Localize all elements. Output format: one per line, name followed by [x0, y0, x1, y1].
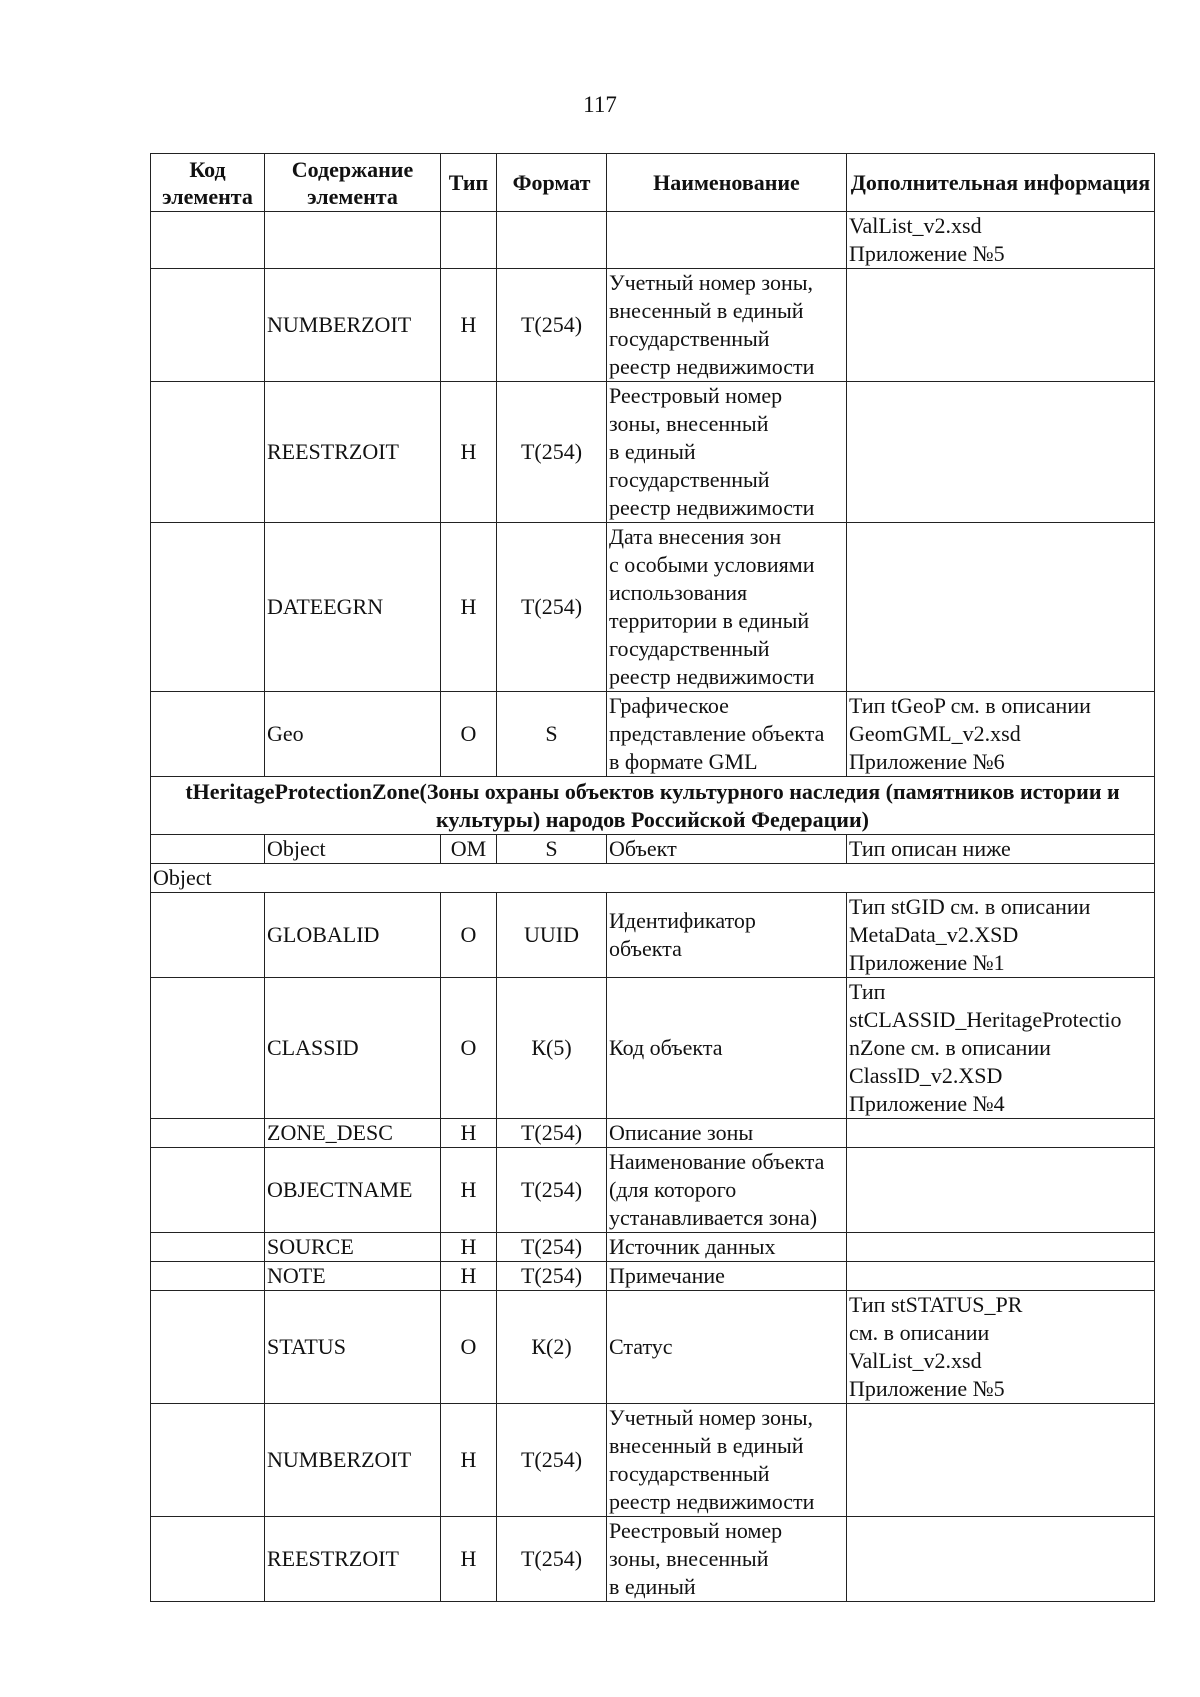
cell-content: NUMBERZOIT [265, 269, 441, 382]
object-row [151, 835, 1155, 864]
cell-content: REESTRZOIT [265, 1517, 441, 1602]
cell-content: GLOBALID [265, 893, 441, 978]
cell-info: ValList_v2.xsd Приложение №5 [847, 212, 1155, 269]
cell-info [847, 1517, 1155, 1602]
header-code: Код элемента [151, 154, 265, 212]
cell-info [847, 1119, 1155, 1148]
cell-name: Реестровый номер зоны, внесенный в единый [607, 1517, 847, 1602]
cell-type: Н [441, 1233, 497, 1262]
cell-format: S [497, 835, 607, 864]
table-row [151, 382, 1155, 523]
table-row [151, 1291, 1155, 1404]
cell-name: Реестровый номер зоны, внесенный в единый государственный реестр недвижимости [607, 382, 847, 523]
cell-info [847, 1262, 1155, 1291]
cell-name: Учетный номер зоны, внесенный в единый государственный реестр недвижимости [607, 1404, 847, 1517]
table-body-top [151, 212, 1155, 777]
cell-info [847, 382, 1155, 523]
cell-type: Н [441, 1262, 497, 1291]
cell-name: Наименование объекта (для которого устанавливается зона) [607, 1148, 847, 1233]
cell-code [151, 692, 265, 777]
cell-name: Идентификатор объекта [607, 893, 847, 978]
cell-format: Т(254) [497, 1233, 607, 1262]
cell-format: Т(254) [497, 1404, 607, 1517]
cell-content: OBJECTNAME [265, 1148, 441, 1233]
cell-type: Н [441, 1404, 497, 1517]
cell-content: Object [265, 835, 441, 864]
table-row [151, 978, 1155, 1119]
header-row [151, 154, 1155, 212]
cell-code [151, 1262, 265, 1291]
cell-format: Т(254) [497, 382, 607, 523]
cell-content: REESTRZOIT [265, 382, 441, 523]
cell-type: О [441, 893, 497, 978]
table-row [151, 1119, 1155, 1148]
cell-content: CLASSID [265, 978, 441, 1119]
cell-content: NUMBERZOIT [265, 1404, 441, 1517]
cell-format: К(5) [497, 978, 607, 1119]
cell-name: Код объекта [607, 978, 847, 1119]
table-row [151, 1233, 1155, 1262]
object-label: Object [151, 864, 1155, 893]
cell-info [847, 1148, 1155, 1233]
cell-content: DATEEGRN [265, 523, 441, 692]
table-row [151, 1262, 1155, 1291]
cell-type: Н [441, 269, 497, 382]
header-format: Формат [497, 154, 607, 212]
page-number: 117 [583, 92, 617, 117]
cell-info [847, 269, 1155, 382]
cell-format: S [497, 692, 607, 777]
cell-format: Т(254) [497, 1262, 607, 1291]
cell-type [441, 212, 497, 269]
cell-type: Н [441, 1119, 497, 1148]
cell-content: Geo [265, 692, 441, 777]
section-body [151, 777, 1155, 893]
cell-type: ОМ [441, 835, 497, 864]
cell-code [151, 1119, 265, 1148]
cell-format: Т(254) [497, 523, 607, 692]
spec-table [150, 153, 1155, 1602]
cell-code [151, 269, 265, 382]
cell-name: Источник данных [607, 1233, 847, 1262]
cell-name: Статус [607, 1291, 847, 1404]
cell-format: К(2) [497, 1291, 607, 1404]
cell-info [847, 1233, 1155, 1262]
cell-code [151, 212, 265, 269]
cell-format: Т(254) [497, 269, 607, 382]
cell-info: Тип stGID см. в описании MetaData_v2.XSD Приложение №1 [847, 893, 1155, 978]
cell-type: Н [441, 1148, 497, 1233]
cell-info: Тип stSTATUS_PR см. в описании ValList_v2.xsd Приложение №5 [847, 1291, 1155, 1404]
table-row [151, 692, 1155, 777]
cell-info [847, 1404, 1155, 1517]
cell-name: Графическое представление объекта в формате GML [607, 692, 847, 777]
table-row [151, 523, 1155, 692]
cell-code [151, 978, 265, 1119]
cell-type: О [441, 692, 497, 777]
cell-info: Тип tGeoP см. в описании GeomGML_v2.xsd Приложение №6 [847, 692, 1155, 777]
cell-code [151, 1517, 265, 1602]
cell-code [151, 893, 265, 978]
table-row [151, 893, 1155, 978]
cell-type: Н [441, 382, 497, 523]
cell-name: Описание зоны [607, 1119, 847, 1148]
cell-code [151, 1148, 265, 1233]
cell-format: Т(254) [497, 1148, 607, 1233]
cell-code [151, 1404, 265, 1517]
header-info: Дополнительная информация [847, 154, 1155, 212]
cell-code [151, 523, 265, 692]
cell-content: ZONE_DESC [265, 1119, 441, 1148]
table-row [151, 1148, 1155, 1233]
table-row [151, 1517, 1155, 1602]
cell-name [607, 212, 847, 269]
cell-content: STATUS [265, 1291, 441, 1404]
table-body-bottom [151, 893, 1155, 1602]
cell-format: Т(254) [497, 1119, 607, 1148]
cell-code [151, 1291, 265, 1404]
cell-content: SOURCE [265, 1233, 441, 1262]
header-type: Тип [441, 154, 497, 212]
cell-content: NOTE [265, 1262, 441, 1291]
cell-format: UUID [497, 893, 607, 978]
cell-name: Объект [607, 835, 847, 864]
cell-type: Н [441, 1517, 497, 1602]
cell-code [151, 835, 265, 864]
cell-code [151, 1233, 265, 1262]
section-row [151, 777, 1155, 835]
table-row [151, 212, 1155, 269]
cell-info: Тип stCLASSID_HeritageProtectio nZone см. в описании ClassID_v2.XSD Приложение №4 [847, 978, 1155, 1119]
cell-code [151, 382, 265, 523]
header-content: Содержание элемента [265, 154, 441, 212]
cell-format [497, 212, 607, 269]
section-title: tHeritageProtectionZone(Зоны охраны объектов культурного наследия (памятников истории и культуры) народов Российской Федерации) [151, 777, 1155, 835]
cell-name: Дата внесения зон с особыми условиями использования территории в единый государственный реестр недвижимости [607, 523, 847, 692]
object-label-row [151, 864, 1155, 893]
cell-info [847, 523, 1155, 692]
cell-format: Т(254) [497, 1517, 607, 1602]
cell-type: О [441, 978, 497, 1119]
table-row [151, 1404, 1155, 1517]
cell-info: Тип описан ниже [847, 835, 1155, 864]
table-row [151, 269, 1155, 382]
cell-type: О [441, 1291, 497, 1404]
header-name: Наименование [607, 154, 847, 212]
cell-name: Примечание [607, 1262, 847, 1291]
cell-name: Учетный номер зоны, внесенный в единый государственный реестр недвижимости [607, 269, 847, 382]
cell-content [265, 212, 441, 269]
cell-type: Н [441, 523, 497, 692]
